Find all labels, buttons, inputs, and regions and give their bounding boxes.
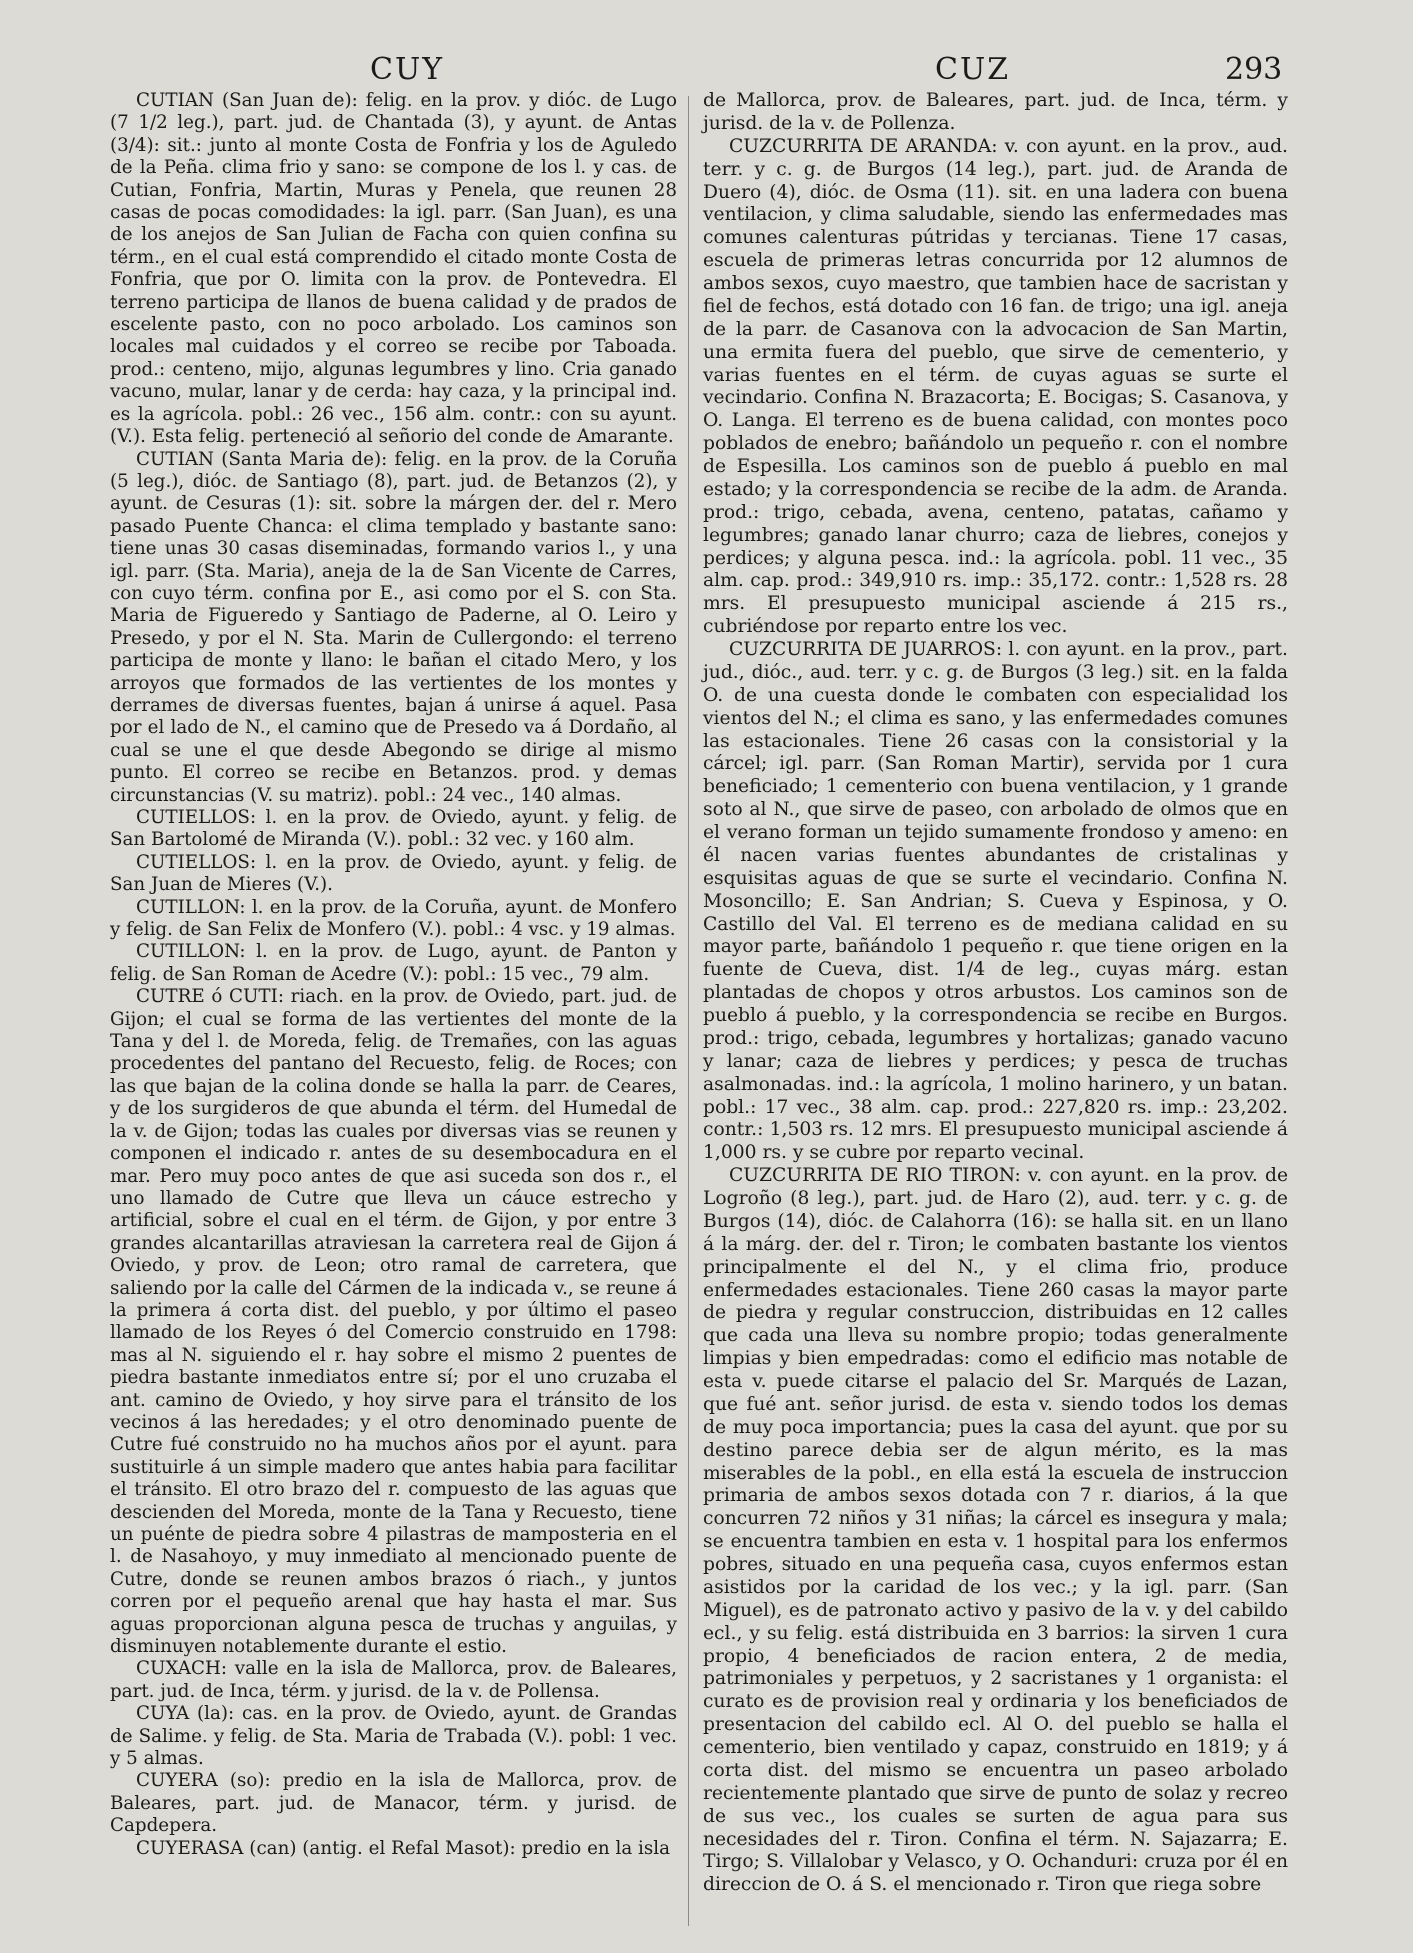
entry-cuxach: CUXACH: valle en la isla de Mallorca, prov. de Baleares, part. jud. de Inca, térm. y jurisd. de la v. de Pollensa. xyxy=(110,1658,677,1702)
entry-cutre: CUTRE ó CUTI: riach. en la prov. de Oviedo, part. jud. de Gijon; el cual se forma de las vertientes del monte de la Tana y del l. de Moreda, felig. de Tremañes, con las aguas procedentes del pantano del Recuesto, felig. de Roces; con las que bajan de la colina donde se halla la parr. de Ceares, y de los surgideros de que abunda el térm. del Humedal de la v. de Gijon; todas las cuales por diversas vias se reunen y componen el indicado r. antes de su desembocadura en el mar. Pero muy poco antes de que asi suceda son dos r., el uno llamado de Cutre que lleva un cáuce estrecho y artificial, sobre el cual en el térm. de Gijon, y por entre 3 grandes alcantarillas atraviesan la carretera real de Gijon á Oviedo, y prov. de Leon; otro ramal de carretera, que saliendo por la calle del Cármen de la indicada v., se reune á la primera á corta dist. del pueblo, y por último el paseo llamado de los Reyes ó del Comercio construido en 1798: mas al N. siguiendo el r. hay sobre el mismo 2 puentes de piedra bastante inmediatos entre sí; por el uno cruzaba el ant. camino de Oviedo, y hoy sirve para el tránsito de los vecinos á las heredades; y el otro denominado puente de Cutre fué construido no ha muchos años por el ayunt. para sustituirle á un simple madero que antes habia para facilitar el tránsito. El otro brazo del r. compuesto de las aguas que descienden del Moreda, monte de la Tana y Recuesto, tiene un puénte de piedra sobre 4 pilastras de mamposteria en el l. de Nasahoyo, y muy inmediato al mencionado puente de Cutre, donde se reunen ambos brazos ó riach., y juntos corren por el pequeño arenal que hay hasta el mar. Sus aguas proporcionan alguna pesca de truchas y anguilas, y disminuyen notablemente durante el estio. xyxy=(110,986,677,1658)
entry-cuyerasa-continued: de Mallorca, prov. de Baleares, part. jud. de Inca, térm. y jurisd. de la v. de Pollenza. xyxy=(703,90,1288,134)
entry-cuyera: CUYERA (so): predio en la isla de Mallorca, prov. de Baleares, part. jud. de Manacor, térm. y jurisd. de Capdepera. xyxy=(110,1770,677,1837)
entry-cuzcurrita-de-aranda: CUZCURRITA DE ARANDA: v. con ayunt. en la prov., aud. terr. y c. g. de Burgos (14 leg.), part. jud. de Aranda de Duero (4), dióc. de Osma (11). sit. en una ladera con buena ventilacion, y clima saludable, siendo las enfermedades mas comunes calenturas pútridas y tercianas. Tiene 17 casas, escuela de primeras letras concurrida por 12 alumnos de ambos sexos, cuyo maestro, que tambien hace de sacristan y fiel de fechos, está dotado con 16 fan. de trigo; una igl. aneja de la parr. de Casanova con la advocacion de San Martin, una ermita fuera del pueblo, que sirve de cementerio, y varias fuentes en el térm. de cuyas aguas se surte el vecindario. Confina N. Brazacorta; E. Bocigas; S. Casanova, y O. Langa. El terreno es de buena calidad, con montes poco poblados de enebro; bañándolo un pequeño r. con el nombre de Espesilla. Los caminos son de pueblo á pueblo en mal estado; y la correspondencia se recibe de la adm. de Aranda. prod.: trigo, cebada, avena, centeno, patatas, cañamo y legumbres; ganado lanar churro; caza de liebres, conejos y perdices; y alguna pesca. ind.: la agrícola. pobl. 11 vec., 35 alm. cap. prod.: 349,910 rs. imp.: 35,172. contr.: 1,528 rs. 28 mrs. El presupuesto municipal asciende á 215 rs., cubriéndose por reparto entre los vec. xyxy=(703,135,1288,638)
page-number: 293 xyxy=(1225,52,1283,87)
entry-cutian-santa-maria: CUTIAN (Santa Maria de): felig. en la prov. de la Coruña (5 leg.), dióc. de Santiago (8), part. jud. de Betanzos (2), y ayunt. de Cesuras (1): sit. sobre la márgen der. del r. Mero pasado Puente Chanca: el clima templado y bastante sano: tiene unas 30 casas diseminadas, formando varios l., y una igl. parr. (Sta. Maria), aneja de la de San Vicente de Carres, con cuyo térm. confina por E., asi como por el S. con Sta. Maria de Figueredo y Santiago de Paderne, al O. Leiro y Presedo, y por el N. Sta. Marin de Cullergondo: el terreno participa de monte y llano: le bañan el citado Mero, y los arroyos que formados de las vertientes de los montes y derrames de diversas fuentes, bajan á unirse á aquel. Pasa por el lado de N., el camino que de Presedo va á Dordaño, al cual se une el que desde Abegondo se dirige al mismo punto. El correo se recibe en Betanzos. prod. y demas circunstancias (V. su matriz). pobl.: 24 vec., 140 almas. xyxy=(110,448,677,806)
entry-cuya: CUYA (la): cas. en la prov. de Oviedo, ayunt. de Grandas de Salime. y felig. de Sta. Maria de Trabada (V.). pobl: 1 vec. y 5 almas. xyxy=(110,1703,677,1770)
entry-cutiellos-miranda: CUTIELLOS: l. en la prov. de Oviedo, ayunt. y felig. de San Bartolomé de Miranda (V.). pobl.: 32 vec. y 160 alm. xyxy=(110,807,677,851)
left-column xyxy=(110,90,677,1860)
entry-cutillon-coruna: CUTILLON: l. en la prov. de la Coruña, ayunt. de Monfero y felig. de San Felix de Monfero (V.). pobl.: 4 vsc. y 19 almas. xyxy=(110,896,677,941)
entry-cuzcurrita-de-juarros: CUZCURRITA DE JUARROS: l. con ayunt. en la prov., part. jud., dióc., aud. terr. y c. g. de Burgos (3 leg.) sit. en la falda O. de una cuesta donde le combaten con especialidad los vientos del N.; el clima es sano, y las enfermedades comunes las estacionales. Tiene 26 casas con la consistorial y la cárcel; igl. parr. (San Roman Martir), servida por 1 cura beneficiado; 1 cementerio con buena ventilacion, y 1 grande soto al N., que sirve de paseo, con arbolado de olmos que en el verano forman un tejido sumamente frondoso y ameno: en él nacen varias fuentes abundantes de cristalinas y esquisitas aguas de que se surte el vecindario. Confina N. Mosoncillo; E. San Andrian; S. Cueva y Espinosa, y O. Castillo del Val. El terreno es de mediana calidad en su mayor parte, bañándolo 1 pequeño r. que tiene origen en la fuente de Cueva, dist. 1/4 de leg., cuyas márg. estan plantadas de chopos y otros arbustos. Los caminos son de pueblo á pueblo, y la correspondencia se recibe en Burgos. prod.: trigo, cebada, legumbres y hortalizas; ganado vacuno y lanar; caza de liebres y perdices; y pesca de truchas asalmonadas. ind.: la agrícola, 1 molino harinero, y un batan. pobl.: 17 vec., 38 alm. cap. prod.: 227,820 rs. imp.: 23,202. contr.: 1,503 rs. 12 mrs. El presupuesto municipal asciende á 1,000 rs. y se cubre por reparto vecinal. xyxy=(703,639,1288,1164)
header-right-guideword: CUZ xyxy=(935,52,1011,87)
entry-cuyerasa: CUYERASA (can) (antig. el Refal Masot): predio en la isla xyxy=(136,1837,671,1859)
right-column xyxy=(703,90,1288,1897)
page-header xyxy=(0,52,1413,92)
header-left-guideword: CUY xyxy=(370,52,445,87)
entry-cuzcurrita-de-rio-tiron: CUZCURRITA DE RIO TIRON: v. con ayunt. en la prov. de Logroño (8 leg.), part. jud. de Haro (2), aud. terr. y c. g. de Burgos (14), dióc. de Calahorra (16): se halla sit. en un llano á la márg. der. del r. Tiron; le combaten bastante los vientos principalmente el del N., y el clima frio, produce enfermedades estacionales. Tiene 260 casas la mayor parte de piedra y regular construccion, distribuidas en 12 calles que cada una lleva su nombre propio; todas generalmente limpias y bien empedradas: como el edificio mas notable de esta v. puede citarse el palacio del Sr. Marqués de Lazan, que fué ant. señor jurisd. de esta v. siendo todos los demas de muy poca importancia; pues la casa del ayunt. que por su destino parece debia ser de algun mérito, es la mas miserables de la pobl., en ella está la escuela de instruccion primaria de ambos sexos dotada con 7 r. diarios, á la que concurren 72 niños y 31 niñas; la cárcel es insegura y mala; se encuentra tambien en esta v. 1 hospital para los enfermos pobres, situado en una pequeña casa, cuyos enfermos estan asistidos por la caridad de los vec.; y la igl. parr. (San Miguel), es de patronato activo y pasivo de la v. y del cabildo ecl., y su felig. está distribuida en 3 barrios: la sirven 1 cura propio, 4 beneficiados de racion entera, 2 de media, patrimoniales y perpetuos, y 2 sacristanes y 1 organista: el curato es de provision real y ordinaria y los beneficiados de presentacion del cabildo ecl. Al O. del pueblo se halla el cementerio, bien ventilado y capaz, construido en 1819; y á corta dist. del mismo se encuentra un paseo arbolado recientemente plantado que sirve de punto de solaz y recreo de sus vec., los cuales se surten de agua para sus necesidades del r. Tiron. Confina el térm. N. Sajazarra; E. Tirgo; S. Villalobar y Velasco, y O. Ochanduri: cruza por él en direccion de O. á S. el mencionado r. Tiron que riega sobre xyxy=(703,1165,1288,1896)
entry-cutiellos-mieres: CUTIELLOS: l. en la prov. de Oviedo, ayunt. y felig. de San Juan de Mieres (V.). xyxy=(110,851,677,896)
entry-cutian-san-juan: CUTIAN (San Juan de): felig. en la prov. y dióc. de Lugo (7 1/2 leg.), part. jud. de Chantada (3), y ayunt. de Antas (3/4): sit.: junto al monte Costa de Fonfria y los de Aguledo de la Peña. clima frio y sano: se compone de los l. y cas. de Cutian, Fonfria, Martin, Muras y Penela, que reunen 28 casas de pocas comodidades: la igl. parr. (San Juan), es una de los anejos de San Julian de Facha con quien confina su térm., en el cual está comprendido el citado monte Costa de Fonfria, que por O. limita con la prov. de Pontevedra. El terreno participa de llanos de buena calidad y de prados de escelente pasto, con no poco arbolado. Los caminos son locales mal cuidados y el correo se recibe por Taboada. prod.: centeno, mijo, algunas legumbres y lino. Cria ganado vacuno, mular, lanar y de cerda: hay caza, y la principal ind. es la agrícola. pobl.: 26 vec., 156 alm. contr.: con su ayunt. (V.). Esta felig. perteneció al señorio del conde de Amarante. xyxy=(110,90,677,448)
column-divider xyxy=(688,96,689,1926)
entry-cutillon-lugo: CUTILLON: l. en la prov. de Lugo, ayunt. de Panton y felig. de San Roman de Acedre (V.): pobl.: 15 vec., 79 alm. xyxy=(110,941,677,985)
